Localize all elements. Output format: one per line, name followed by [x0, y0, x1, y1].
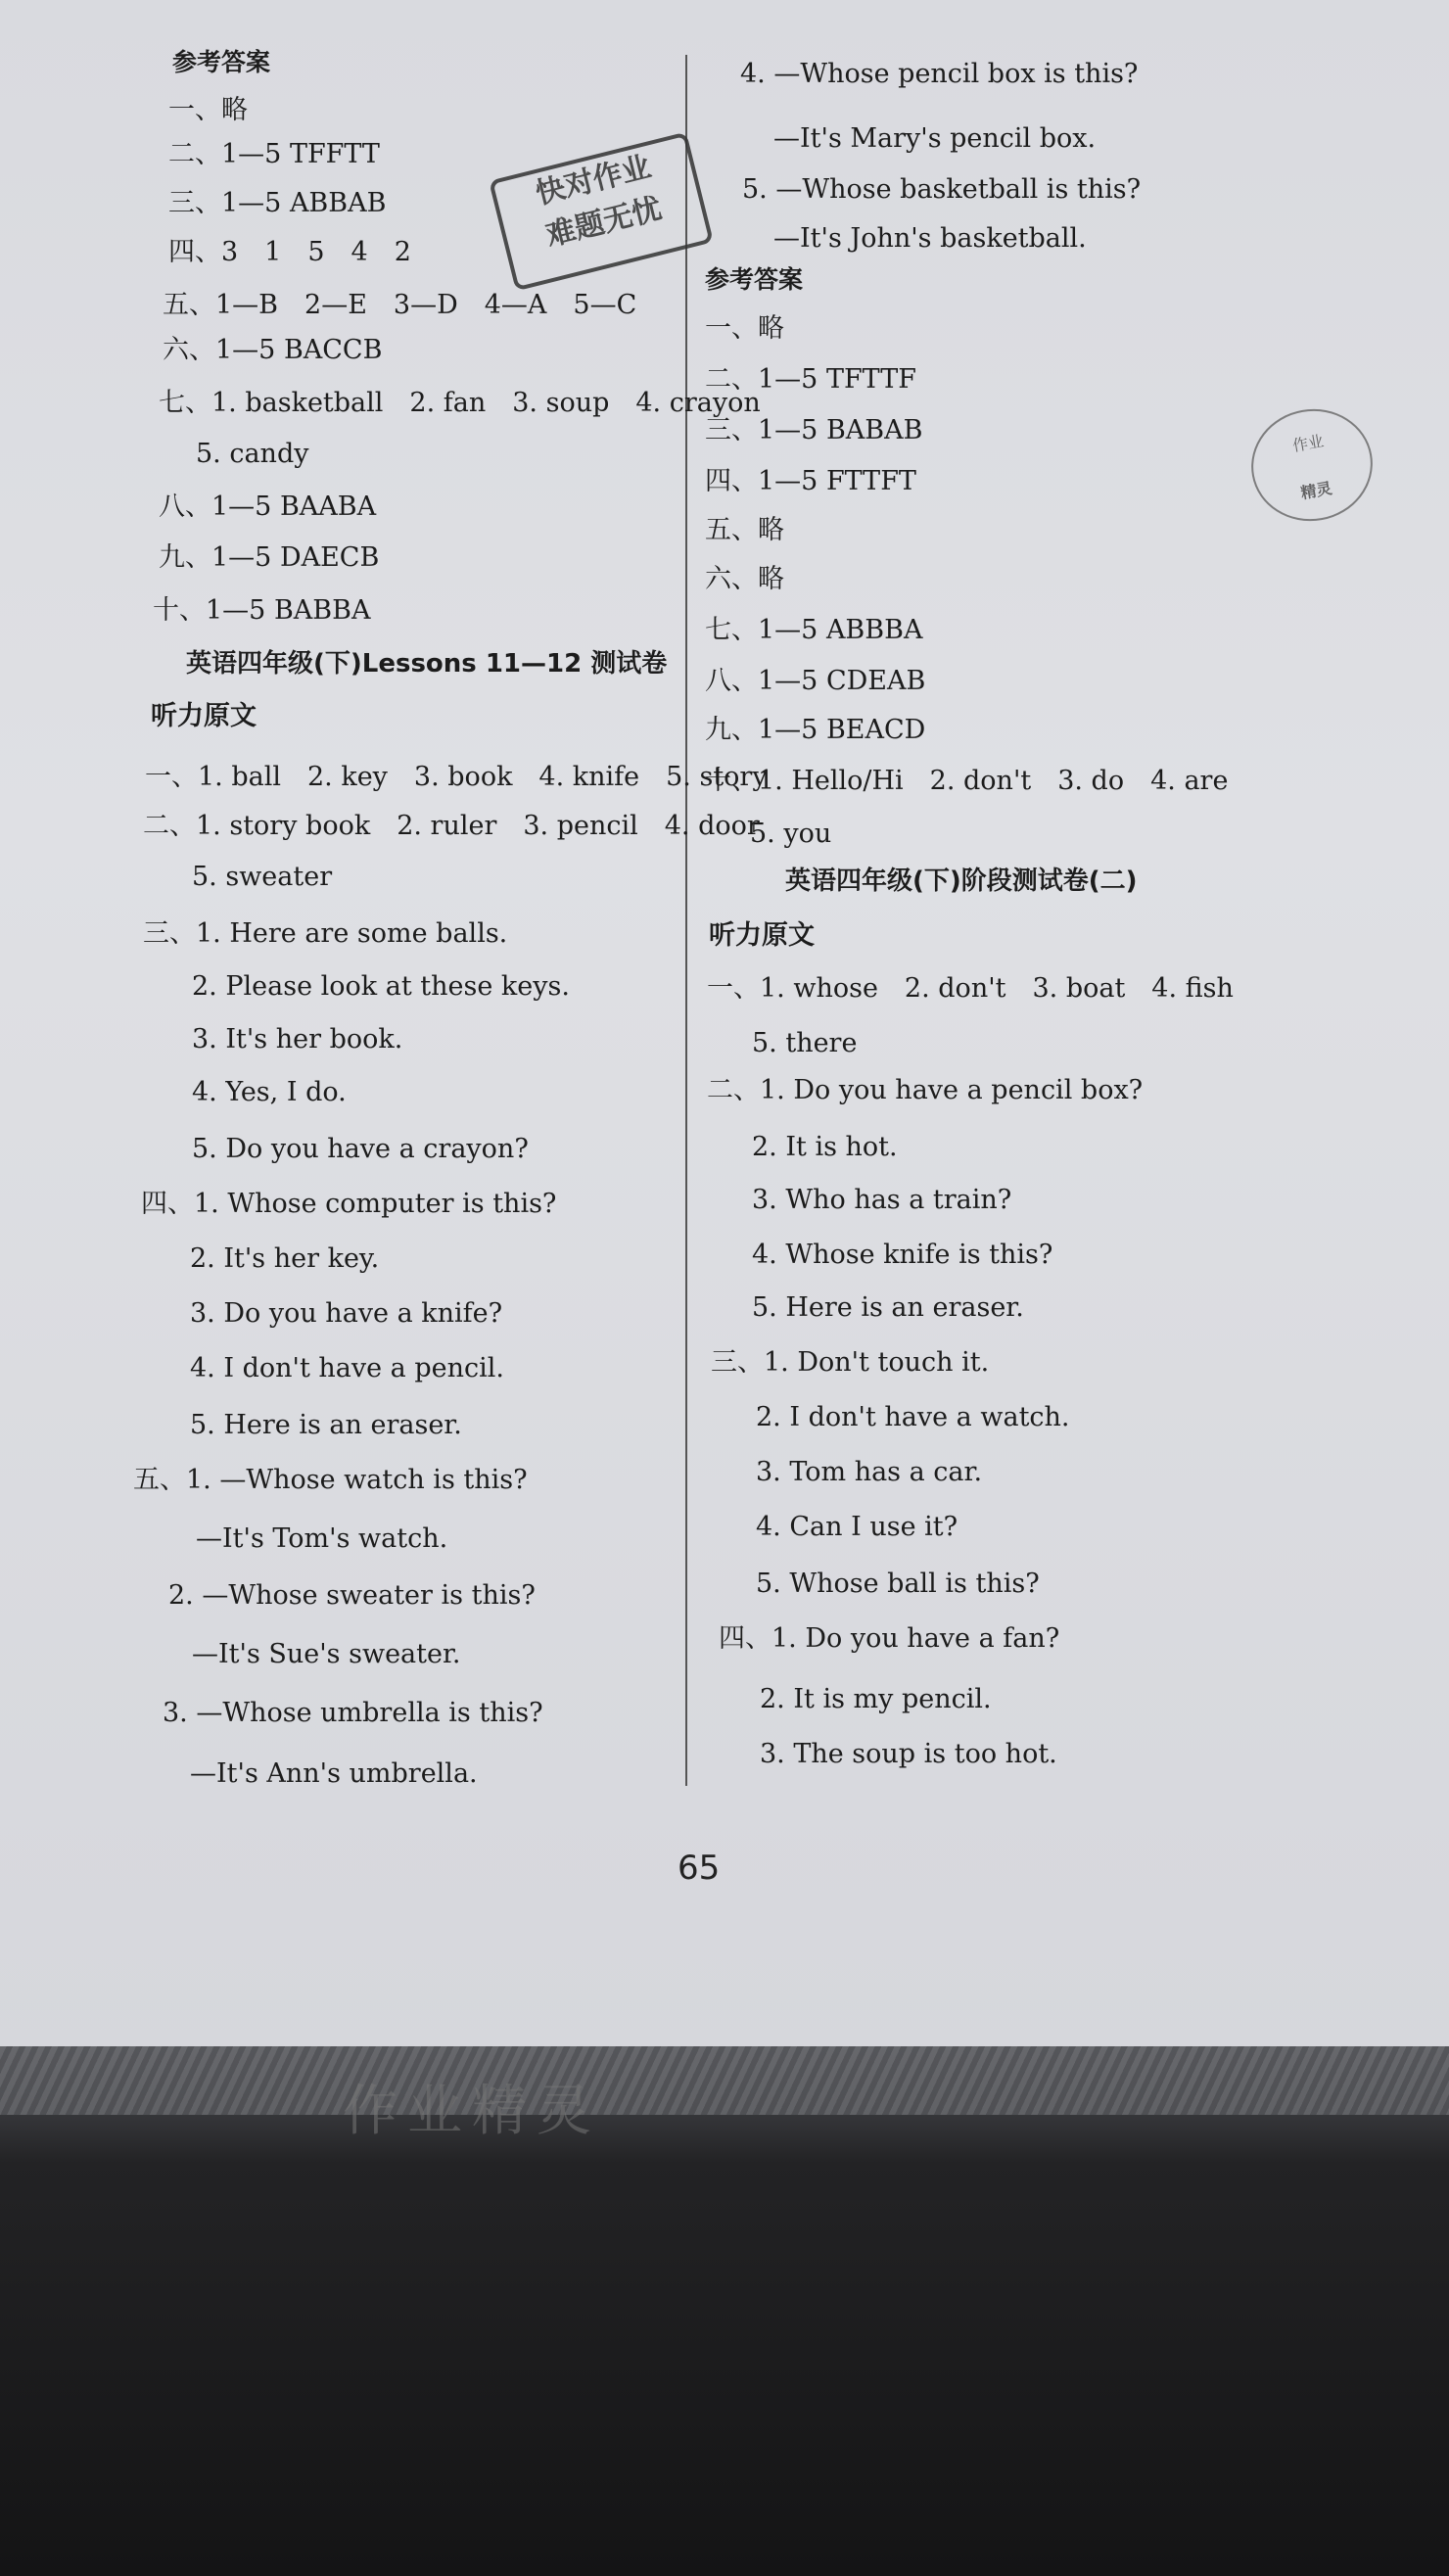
text-line: 八、1—5 CDEAB: [705, 666, 926, 696]
text-line: 七、1—5 ABBBA: [705, 615, 923, 645]
text-line: 2. It is hot.: [752, 1132, 898, 1162]
text-line: 五、略: [705, 515, 784, 545]
text-line: 四、1. Do you have a fan?: [719, 1623, 1060, 1654]
text-line: 二、1. story book 2. ruler 3. pencil 4. door: [143, 811, 760, 841]
text-line: 四、3 1 5 4 2: [168, 237, 411, 267]
section-heading: 听力原文: [151, 701, 257, 731]
answer-heading: 参考答案: [172, 48, 271, 76]
text-line: 九、1—5 BEACD: [705, 715, 926, 745]
watermark-logo: 作业精灵: [343, 2080, 601, 2143]
text-line: 七、1. basketball 2. fan 3. soup 4. crayon: [159, 388, 761, 418]
text-line: —It's John's basketball.: [773, 223, 1087, 254]
text-line: 4. Yes, I do.: [192, 1077, 347, 1107]
text-line: 二、1—5 TFFTT: [168, 139, 380, 169]
text-line: 4. Can I use it?: [756, 1512, 958, 1542]
text-line: 5. Here is an eraser.: [190, 1410, 462, 1440]
text-line: 三、1. Here are some balls.: [143, 918, 508, 949]
text-line: 九、1—5 DAECB: [159, 542, 380, 573]
text-line: 5. sweater: [192, 862, 333, 892]
text-line: 2. It is my pencil.: [760, 1684, 992, 1714]
text-line: 一、1. ball 2. key 3. book 4. knife 5. story: [145, 762, 768, 792]
text-line: 5. Here is an eraser.: [752, 1292, 1024, 1323]
text-line: 八、1—5 BAABA: [159, 492, 377, 522]
stamp-right-top: 作业: [1290, 431, 1326, 455]
text-line: 5. you: [750, 819, 832, 849]
text-line: 3. Who has a train?: [752, 1185, 1012, 1215]
text-line: 五、1. —Whose watch is this?: [133, 1465, 528, 1495]
text-line: 六、略: [705, 564, 784, 594]
text-line: 5. there: [752, 1028, 858, 1058]
text-line: 十、1—5 BABBA: [153, 595, 371, 626]
text-line: 四、1. Whose computer is this?: [141, 1189, 557, 1219]
answer-heading: 参考答案: [705, 265, 804, 294]
text-line: 3. Do you have a knife?: [190, 1298, 503, 1329]
text-line: 三、1—5 BABAB: [705, 415, 923, 445]
text-line: 五、1—B 2—E 3—D 4—A 5—C: [163, 290, 637, 320]
text-line: —It's Mary's pencil box.: [773, 123, 1097, 154]
text-line: —It's Ann's umbrella.: [190, 1758, 478, 1789]
stamp-logo-right: [1242, 399, 1381, 531]
text-line: 一、1. whose 2. don't 3. boat 4. fish: [707, 973, 1234, 1004]
page-number: 65: [678, 1849, 721, 1888]
text-line: 2. —Whose sweater is this?: [168, 1580, 536, 1611]
text-line: 四、1—5 FTTFT: [705, 466, 916, 496]
text-line: 2. I don't have a watch.: [756, 1402, 1070, 1432]
text-line: 3. It's her book.: [192, 1024, 403, 1054]
section-heading: 听力原文: [709, 920, 815, 951]
text-line: 一、略: [705, 313, 784, 344]
text-line: 5. Whose ball is this?: [756, 1569, 1040, 1599]
text-line: 5. Do you have a crayon?: [192, 1134, 529, 1164]
text-line: 4. I don't have a pencil.: [190, 1353, 504, 1383]
text-line: 4. Whose knife is this?: [752, 1240, 1053, 1270]
text-line: 十、1. Hello/Hi 2. don't 3. do 4. are: [705, 766, 1229, 796]
text-line: 三、1—5 ABBAB: [168, 188, 387, 218]
text-line: 二、1. Do you have a pencil box?: [707, 1075, 1144, 1105]
stamp-logo: [489, 132, 714, 292]
text-line: 5. candy: [196, 439, 309, 469]
text-line: 2. It's her key.: [190, 1243, 380, 1274]
stamp-right-bottom: 精灵: [1299, 478, 1334, 503]
text-line: 三、1. Don't touch it.: [711, 1347, 990, 1378]
stamp-text-top: 快对作业: [532, 149, 655, 211]
text-line: 二、1—5 TFTTF: [705, 364, 916, 395]
text-line: 5. —Whose basketball is this?: [742, 174, 1142, 205]
text-line: —It's Sue's sweater.: [192, 1639, 461, 1669]
text-line: 3. The soup is too hot.: [760, 1739, 1057, 1769]
text-line: —It's Tom's watch.: [196, 1523, 448, 1554]
section-title: 英语四年级(下)Lessons 11—12 测试卷: [186, 649, 668, 679]
text-line: 3. —Whose umbrella is this?: [163, 1698, 543, 1728]
section-title: 英语四年级(下)阶段测试卷(二): [785, 866, 1138, 896]
text-line: 2. Please look at these keys.: [192, 971, 570, 1002]
table-surface: [0, 2046, 1449, 2576]
column-divider: [685, 55, 687, 1786]
text-line: 3. Tom has a car.: [756, 1457, 983, 1487]
text-line: 一、略: [168, 95, 248, 125]
text-line: 六、1—5 BACCB: [163, 335, 383, 365]
text-line: 4. —Whose pencil box is this?: [740, 59, 1139, 89]
book-edge: [0, 2046, 1449, 2115]
stamp-text-bottom: 难题无忧: [542, 191, 666, 254]
